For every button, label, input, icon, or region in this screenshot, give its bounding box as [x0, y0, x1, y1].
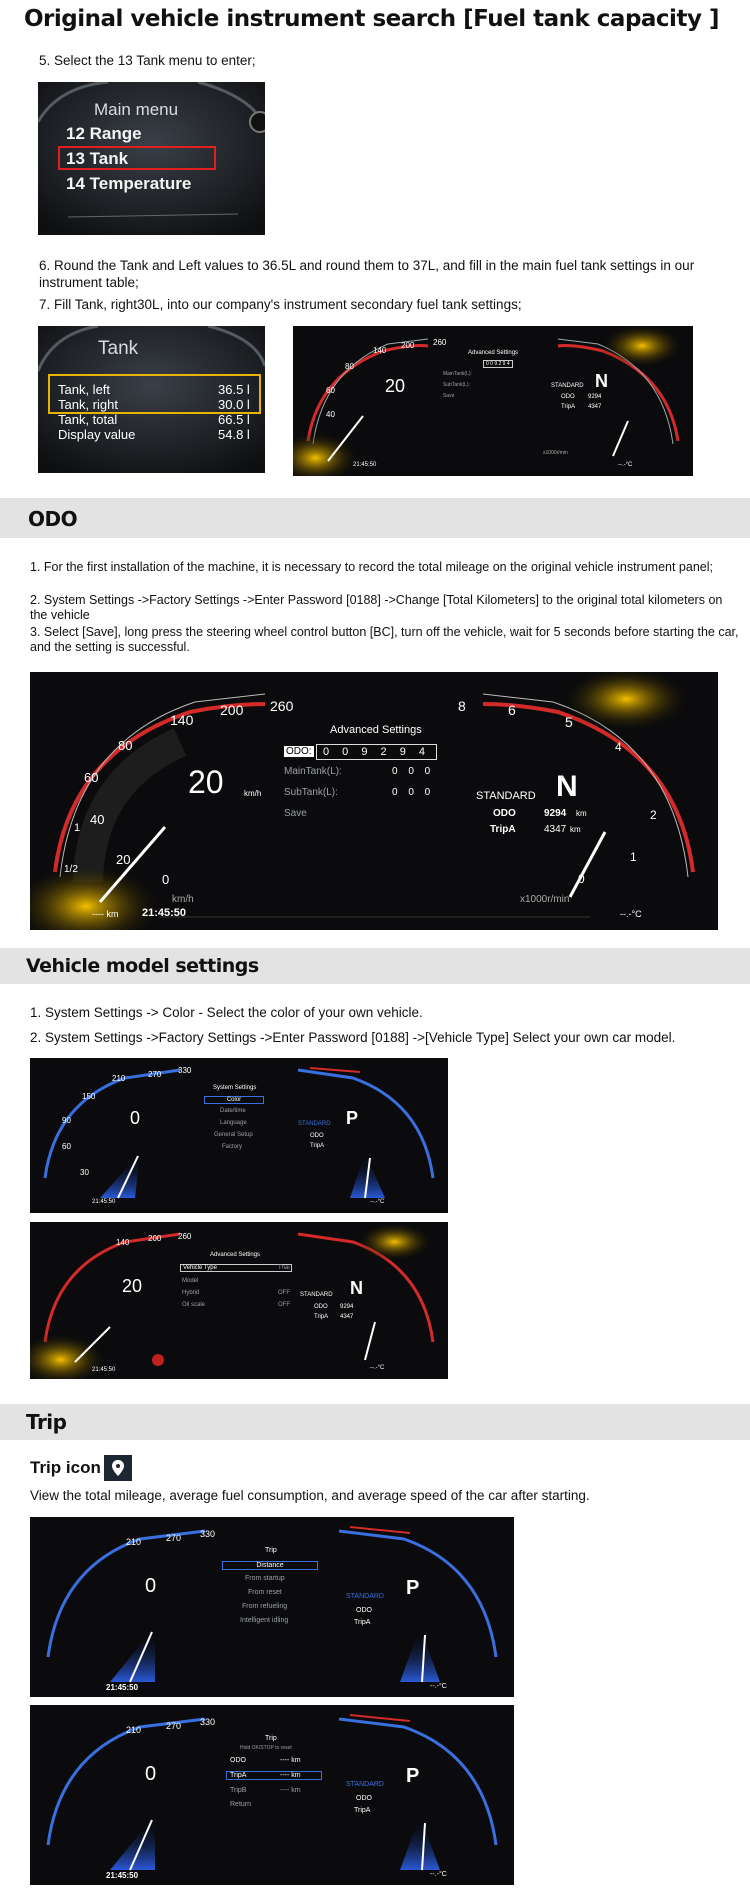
gear-indicator: P [406, 1577, 420, 1599]
clock: 21:45:50 [142, 907, 187, 919]
rpm-8: 8 [458, 698, 466, 714]
tick-60: 60 [326, 386, 335, 395]
sys-item-general[interactable]: General Setup [214, 1132, 253, 1138]
section-header-model [0, 948, 750, 984]
temperature: --.-°C [370, 1199, 385, 1205]
tank-highlight-box [58, 146, 216, 170]
sys-item-factory[interactable]: Factory [222, 1144, 243, 1150]
adv-vehicle-type[interactable]: Vehicle Type [180, 1264, 292, 1272]
temperature: --.-°C [620, 909, 642, 919]
trip-tripb-value: ---- km [280, 1787, 301, 1794]
fuel-step-6: 6. Round the Tank and Left values to 36.5L and round them to 37L, and fill in the main fuel tank settings in our instrument table; [39, 258, 695, 290]
odo-label: ODO [356, 1607, 372, 1614]
tick-260: 260 [270, 698, 294, 714]
sys-item-datetime[interactable]: Date/time [220, 1108, 246, 1114]
cluster-system-settings [30, 1058, 448, 1213]
fuel-half: 1/2 [64, 864, 78, 875]
cluster-advanced-small [293, 326, 693, 476]
tick-40: 40 [90, 812, 105, 827]
odo-para-3: 3. Select [Save], long press the steering wheel control button [BC], turn off the vehicle, wait for 5 seconds before starting the car, and the setting is successful. [30, 625, 739, 654]
drive-mode: STANDARD [298, 1121, 331, 1127]
tripa-value: 4347 [588, 404, 602, 410]
adv-odo-label: ODO: [286, 746, 312, 757]
adv-oil-scale-value: OFF [278, 1302, 290, 1308]
adv-odo-row: 0 0 9 2 9 4 [483, 360, 513, 368]
rpm-0: 0 [578, 872, 585, 886]
drive-mode: STANDARD [346, 1593, 384, 1600]
trip-reset-hint: Hold OK/STOP to reset [240, 1745, 292, 1751]
speed-readout: 0 [145, 1763, 157, 1785]
menu-item-temperature: 14 Temperature [66, 174, 192, 193]
clock: 21:45:50 [353, 462, 377, 468]
trip-icon-row [30, 1455, 132, 1481]
model-para-1: 1. System Settings -> Color - Select the color of your own vehicle. [30, 1005, 423, 1020]
odo-label: ODO [314, 1304, 328, 1310]
adv-vehicle-type-value: Thai [278, 1265, 290, 1271]
odo-para-2: 2. System Settings ->Factory Settings ->Enter Password [0188] ->Change [Total Kilometers] to the original total kilometers on the vehicle [30, 593, 723, 622]
trip-menu-title: Trip [265, 1547, 277, 1554]
model-title: Vehicle model settings [26, 955, 259, 977]
speed-unit: km/h [244, 789, 262, 798]
trip-menu-title: Trip [265, 1735, 277, 1742]
tick-30: 30 [80, 1168, 89, 1177]
model-para-2: 2. System Settings ->Factory Settings ->Enter Password [0188] ->[Vehicle Type] Select your own car model. [30, 1030, 676, 1045]
rpm-unit: x1000r/min [520, 894, 570, 905]
sys-settings-title: System Settings [213, 1085, 257, 1091]
tank-left-value: 36.5 l [218, 382, 250, 397]
trip-menu-startup[interactable]: From startup [245, 1575, 285, 1582]
trip-menu-distance[interactable]: Distance [222, 1561, 318, 1570]
trip-tripb-label[interactable]: TripB [230, 1787, 247, 1794]
gear-indicator: P [406, 1765, 420, 1787]
tank-photo [38, 326, 265, 473]
adv-maintank-value[interactable]: 0 0 0 [392, 766, 435, 777]
drive-mode: STANDARD [300, 1292, 333, 1298]
rpm-1: 1 [630, 850, 637, 864]
tank-total-value: 66.5 l [218, 412, 250, 427]
odo-para-1: 1. For the first installation of the machine, it is necessary to record the total mileage on the original vehicle instrument panel; [30, 560, 713, 574]
trip-desc: View the total mileage, average fuel consumption, and average speed of the car after starting. [30, 1488, 590, 1503]
section-header-fuel [0, 0, 750, 40]
rpm-2: 2 [650, 808, 657, 822]
adv-odo-value[interactable]: 0 0 9 2 9 4 [316, 744, 437, 760]
sys-item-language[interactable]: Language [220, 1120, 247, 1126]
rpm-4: 4 [615, 740, 622, 754]
clock: 21:45:50 [106, 1683, 139, 1692]
cluster-vehicle-type [30, 1222, 448, 1379]
speed-readout: 20 [385, 376, 406, 396]
tripa-label: TripA [561, 404, 576, 410]
tripa-label: TripA [354, 1619, 371, 1626]
tripa-value: 4347 [544, 824, 567, 835]
temperature: --.-°C [430, 1871, 447, 1878]
tripa-value: 4347 [340, 1314, 354, 1320]
tank-right-value: 30.0 l [218, 397, 250, 412]
main-menu-photo [38, 82, 265, 235]
tick-80: 80 [345, 362, 354, 371]
odo-value: 9294 [588, 394, 602, 400]
trip-tripa-value: ---- km [280, 1772, 301, 1779]
tick-200: 200 [148, 1234, 162, 1243]
odo-value: 9294 [544, 808, 567, 819]
rpm-6: 6 [508, 702, 516, 718]
tick-330: 330 [200, 1529, 216, 1539]
tank-left-label: Tank, left [58, 382, 111, 397]
rpm-unit: x1000r/min [543, 450, 568, 456]
cluster-trip-detail [30, 1705, 514, 1885]
temperature: --.-°C [370, 1365, 385, 1371]
bottom-km: ---- km [92, 909, 119, 919]
temperature: --.-°C [430, 1683, 447, 1690]
gear-indicator: N [556, 770, 578, 803]
tick-80: 80 [118, 738, 133, 753]
speed-readout: 20 [188, 764, 224, 800]
tick-270: 270 [166, 1721, 182, 1731]
tank-title: Tank [98, 338, 139, 359]
odo-label: ODO [356, 1795, 372, 1802]
tick-210: 210 [126, 1725, 142, 1735]
odo-label: ODO [561, 394, 575, 400]
adv-settings-title: Advanced Settings [330, 724, 422, 736]
tripa-label: TripA [310, 1143, 325, 1149]
adv-settings-title: Advanced Settings [468, 350, 519, 356]
tick-330: 330 [200, 1717, 216, 1727]
location-pin-icon [104, 1455, 132, 1481]
adv-subtank-value[interactable]: 0 0 0 [392, 787, 435, 798]
adv-subtank-row: SubTank(L): [443, 382, 470, 388]
tripa-label: TripA [354, 1807, 371, 1814]
tank-total-label: Tank, total [58, 412, 118, 427]
trip-return[interactable]: Return [230, 1801, 252, 1808]
trip-menu-reset[interactable]: From reset [248, 1589, 282, 1596]
trip-menu-refueling[interactable]: From refueling [242, 1603, 288, 1610]
tick-270: 270 [166, 1533, 182, 1543]
tick-330: 330 [178, 1066, 192, 1075]
trip-tripa-label[interactable]: TripA [226, 1771, 322, 1780]
tick-150: 150 [82, 1092, 96, 1101]
tick-90: 90 [62, 1116, 71, 1125]
tank-right-label: Tank, right [58, 397, 118, 412]
odo-label: ODO [310, 1133, 324, 1139]
gear-indicator: N [595, 371, 608, 391]
tick-0: 0 [162, 872, 170, 887]
speed-readout: 0 [145, 1575, 157, 1597]
speed-readout: 20 [122, 1276, 143, 1296]
fuel-step-7: 7. Fill Tank, right30L, into our company's instrument secondary fuel tank settings; [39, 297, 522, 312]
tick-210: 210 [112, 1074, 126, 1083]
adv-save-row: Save [443, 393, 455, 399]
trip-title: Trip [26, 1410, 67, 1434]
drive-mode: STANDARD [476, 790, 536, 802]
tick-60: 60 [84, 770, 99, 785]
adv-hybrid[interactable]: Hybrid [182, 1290, 200, 1296]
drive-mode: STANDARD [551, 383, 584, 389]
odo-title: ODO [28, 507, 78, 531]
tick-200: 200 [401, 341, 415, 350]
odo-km: km [576, 809, 587, 818]
tick-210: 210 [126, 1537, 142, 1547]
trip-odo-label[interactable]: ODO [230, 1757, 246, 1764]
section-header-trip [0, 1404, 750, 1440]
cluster-advanced-large [30, 672, 718, 930]
adv-subtank-label: SubTank(L): [284, 787, 338, 798]
tripa-label: TripA [314, 1314, 329, 1320]
odo-value: 9294 [340, 1304, 354, 1310]
clock: 21:45:50 [92, 1199, 116, 1205]
clock: 21:45:50 [106, 1871, 139, 1880]
tick-140: 140 [116, 1238, 130, 1247]
cluster-trip-menu [30, 1517, 514, 1697]
odo-label: ODO [493, 808, 516, 819]
adv-save-button[interactable]: Save [284, 808, 307, 819]
drive-mode: STANDARD [346, 1781, 384, 1788]
clock: 21:45:50 [92, 1367, 116, 1373]
menu-item-range: 12 Range [66, 124, 142, 143]
gear-indicator: P [346, 1108, 359, 1128]
adv-oil-scale[interactable]: Oil scale [182, 1302, 206, 1308]
trip-icon-label: Trip icon [30, 1458, 101, 1477]
tick-270: 270 [148, 1070, 162, 1079]
section-header-odo [0, 498, 750, 538]
tick-260: 260 [433, 338, 447, 347]
tick-260: 260 [178, 1232, 192, 1241]
tick-140: 140 [373, 346, 387, 355]
fuel-one: 1 [74, 822, 81, 834]
rpm-5: 5 [565, 714, 573, 730]
adv-maintank-label: MainTank(L): [284, 766, 342, 777]
tick-20: 20 [116, 852, 131, 867]
tick-140: 140 [170, 712, 194, 728]
gear-indicator: N [350, 1278, 363, 1298]
tripa-label: TripA [490, 824, 516, 835]
adv-hybrid-value: OFF [278, 1290, 290, 1296]
tick-40: 40 [326, 410, 335, 419]
main-menu-title: Main menu [94, 100, 179, 119]
display-value-value: 54.8 l [218, 427, 250, 442]
trip-odo-value: ---- km [280, 1757, 301, 1764]
speed-unit-bottom: km/h [172, 894, 194, 905]
speed-readout: 0 [130, 1108, 141, 1128]
menu-item-tank: 13 Tank [66, 149, 129, 168]
adv-settings-title: Advanced Settings [210, 1252, 261, 1258]
fuel-step-5: 5. Select the 13 Tank menu to enter; [39, 53, 256, 68]
sys-item-color[interactable]: Color [204, 1096, 264, 1104]
temperature: --.-°C [618, 462, 633, 468]
adv-model[interactable]: Model [182, 1278, 199, 1284]
tripa-km: km [570, 825, 581, 834]
tick-60: 60 [62, 1142, 71, 1151]
page-title: Original vehicle instrument search [Fuel tank capacity ] [24, 6, 719, 32]
trip-menu-idling[interactable]: Intelligent idling [240, 1617, 289, 1624]
adv-maintank-row: MainTank(L): [443, 371, 472, 377]
display-value-label: Display value [58, 427, 136, 442]
tick-200: 200 [220, 702, 244, 718]
